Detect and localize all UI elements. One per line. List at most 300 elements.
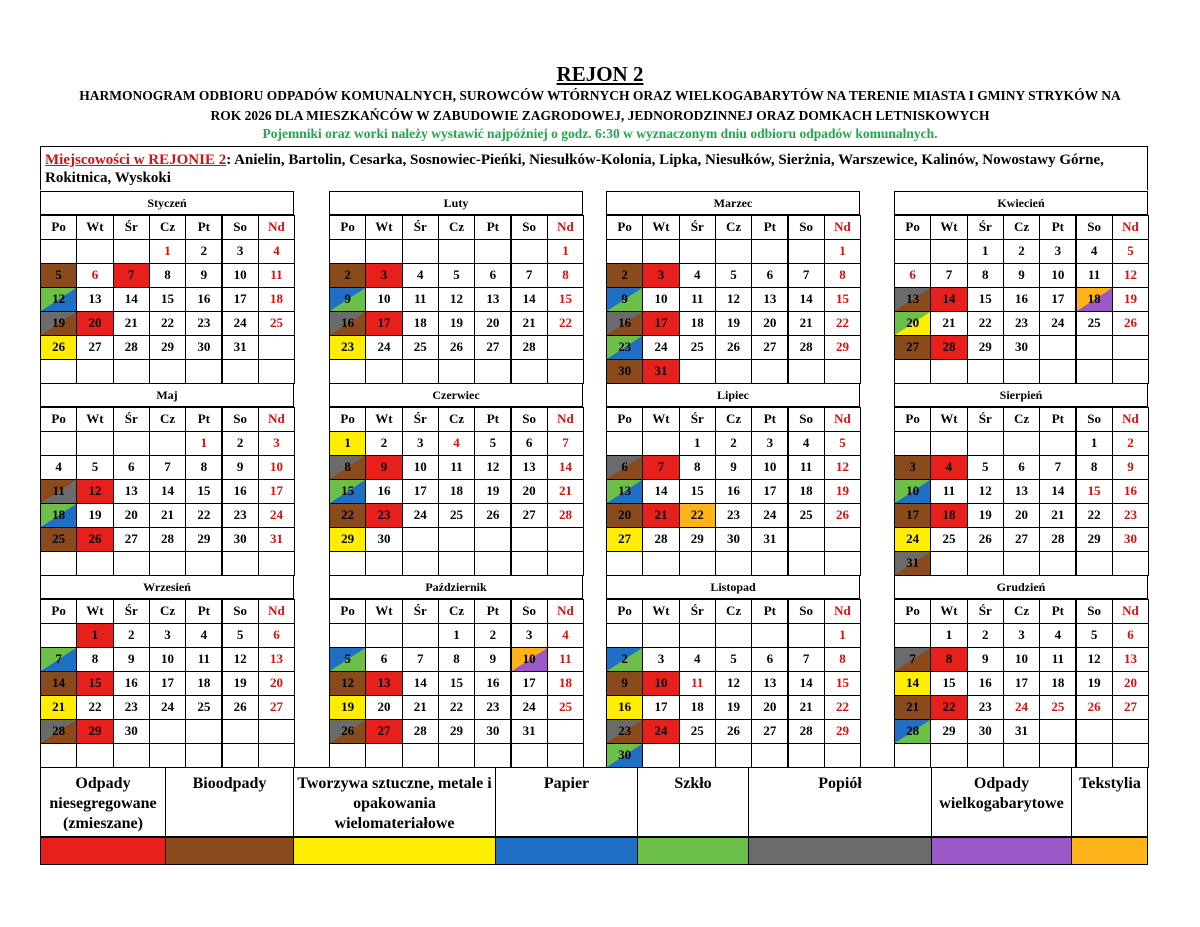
day-cell: 26 — [40, 335, 77, 360]
day-cell: 24 — [751, 503, 788, 528]
day-cell: 13 — [258, 647, 295, 672]
empty-cell — [402, 359, 439, 384]
day-cell: 27 — [894, 335, 931, 360]
day-cell: 13 — [474, 287, 511, 312]
day-cell: 30 — [967, 719, 1004, 744]
day-cell: 8 — [76, 647, 113, 672]
month-title: Wrzesień — [40, 575, 294, 599]
weekday-header: Śr — [679, 599, 716, 624]
day-cell: 10 — [222, 263, 259, 288]
empty-cell — [438, 551, 475, 576]
day-cell: 10 — [642, 287, 679, 312]
weekday-header: Nd — [824, 215, 861, 240]
empty-cell — [329, 623, 366, 648]
day-cell: 17 — [258, 479, 295, 504]
empty-cell — [930, 551, 967, 576]
weekday-header: Wt — [76, 407, 113, 432]
weekday-header: So — [1076, 215, 1113, 240]
empty-cell — [679, 551, 716, 576]
day-cell: 23 — [606, 719, 643, 744]
day-cell: 19 — [222, 671, 259, 696]
weekday-header: Pt — [751, 599, 788, 624]
day-cell: 7 — [788, 647, 825, 672]
empty-cell — [40, 239, 77, 264]
day-cell: 7 — [1039, 455, 1076, 480]
day-cell: 2 — [606, 647, 643, 672]
empty-cell — [824, 527, 861, 552]
empty-cell — [113, 743, 150, 768]
day-cell: 9 — [474, 647, 511, 672]
day-cell: 29 — [679, 527, 716, 552]
day-cell: 4 — [258, 239, 295, 264]
empty-cell — [547, 527, 584, 552]
day-cell: 13 — [365, 671, 402, 696]
day-cell: 29 — [1076, 527, 1113, 552]
empty-cell — [751, 359, 788, 384]
day-cell: 25 — [930, 527, 967, 552]
day-cell: 26 — [76, 527, 113, 552]
empty-cell — [547, 335, 584, 360]
day-cell: 29 — [824, 335, 861, 360]
empty-cell — [547, 359, 584, 384]
empty-cell — [365, 551, 402, 576]
day-cell: 17 — [511, 671, 548, 696]
weekday-header: Wt — [76, 215, 113, 240]
empty-cell — [1076, 359, 1113, 384]
day-cell: 30 — [606, 743, 643, 768]
notice-text: Pojemniki oraz worki należy wystawić najpóźniej o godz. 6:30 w wyznaczonym dniu odbioru odpadów komunalnych. — [262, 126, 938, 141]
day-cell: 25 — [679, 335, 716, 360]
day-cell: 10 — [751, 455, 788, 480]
day-cell: 18 — [679, 695, 716, 720]
empty-cell — [511, 239, 548, 264]
empty-cell — [76, 743, 113, 768]
day-cell: 16 — [715, 479, 752, 504]
empty-cell — [40, 743, 77, 768]
weekday-header: Cz — [1003, 407, 1040, 432]
day-cell: 9 — [606, 287, 643, 312]
empty-cell — [1003, 743, 1040, 768]
day-cell: 10 — [894, 479, 931, 504]
day-cell: 20 — [894, 311, 931, 336]
day-cell: 27 — [1003, 527, 1040, 552]
day-cell: 24 — [511, 695, 548, 720]
day-cell: 17 — [1039, 287, 1076, 312]
day-cell: 2 — [113, 623, 150, 648]
empty-cell — [329, 239, 366, 264]
day-cell: 22 — [438, 695, 475, 720]
day-cell: 30 — [1112, 527, 1149, 552]
empty-cell — [1039, 359, 1076, 384]
day-cell: 14 — [930, 287, 967, 312]
day-cell: 25 — [258, 311, 295, 336]
day-cell: 17 — [642, 311, 679, 336]
day-cell: 1 — [824, 239, 861, 264]
day-cell: 22 — [149, 311, 186, 336]
day-cell: 15 — [329, 479, 366, 504]
empty-cell — [751, 551, 788, 576]
weekday-header: Wt — [930, 407, 967, 432]
day-cell: 15 — [824, 287, 861, 312]
weekday-header: So — [788, 599, 825, 624]
weekday-header: Nd — [1112, 407, 1149, 432]
empty-cell — [402, 623, 439, 648]
weekday-header: Nd — [1112, 215, 1149, 240]
day-cell: 12 — [967, 479, 1004, 504]
day-cell: 23 — [365, 503, 402, 528]
day-cell: 14 — [642, 479, 679, 504]
day-cell: 27 — [751, 719, 788, 744]
empty-cell — [76, 359, 113, 384]
empty-cell — [1039, 551, 1076, 576]
day-cell: 14 — [40, 671, 77, 696]
day-cell: 18 — [679, 311, 716, 336]
day-cell: 11 — [402, 287, 439, 312]
empty-cell — [751, 743, 788, 768]
empty-cell — [679, 623, 716, 648]
empty-cell — [751, 623, 788, 648]
day-cell: 18 — [1076, 287, 1113, 312]
day-cell: 8 — [679, 455, 716, 480]
day-cell: 2 — [329, 263, 366, 288]
day-cell: 26 — [824, 503, 861, 528]
weekday-header: So — [788, 407, 825, 432]
day-cell: 22 — [679, 503, 716, 528]
weekday-header: Cz — [149, 599, 186, 624]
weekday-header: Po — [40, 215, 77, 240]
empty-cell — [894, 743, 931, 768]
weekday-header: So — [788, 215, 825, 240]
empty-cell — [185, 719, 222, 744]
day-cell: 5 — [715, 263, 752, 288]
day-cell: 13 — [511, 455, 548, 480]
day-cell: 5 — [1112, 239, 1149, 264]
subtitle-line-1: HARMONOGRAM ODBIORU ODPADÓW KOMUNALNYCH, SUROWCÓW WTÓRNYCH ORAZ WIELKOGABARYTÓW NA TERENIE MIASTA I GMINY STRYKÓW NA — [79, 88, 1121, 103]
weekday-header: Pt — [751, 407, 788, 432]
day-cell: 15 — [76, 671, 113, 696]
day-cell: 23 — [185, 311, 222, 336]
weekday-header: Wt — [76, 599, 113, 624]
day-cell: 3 — [149, 623, 186, 648]
day-cell: 14 — [894, 671, 931, 696]
day-cell: 25 — [438, 503, 475, 528]
day-cell: 20 — [606, 503, 643, 528]
day-cell: 17 — [149, 671, 186, 696]
empty-cell — [1076, 719, 1113, 744]
weekday-header: Cz — [715, 407, 752, 432]
day-cell: 4 — [1076, 239, 1113, 264]
weekday-header: Śr — [113, 407, 150, 432]
day-cell: 24 — [642, 719, 679, 744]
weekday-header: So — [511, 407, 548, 432]
day-cell: 14 — [511, 287, 548, 312]
weekday-header: So — [1076, 599, 1113, 624]
day-cell: 11 — [679, 287, 716, 312]
day-cell: 8 — [547, 263, 584, 288]
empty-cell — [788, 527, 825, 552]
empty-cell — [824, 743, 861, 768]
day-cell: 8 — [149, 263, 186, 288]
region-title: REJON 2 — [556, 62, 644, 86]
day-cell: 19 — [329, 695, 366, 720]
legend-swatch-blue — [495, 837, 637, 865]
empty-cell — [438, 743, 475, 768]
empty-cell — [1003, 431, 1040, 456]
day-cell: 28 — [149, 527, 186, 552]
weekday-header: Pt — [474, 599, 511, 624]
day-cell: 11 — [930, 479, 967, 504]
day-cell: 14 — [1039, 479, 1076, 504]
weekday-header: Wt — [642, 407, 679, 432]
weekday-header: Cz — [149, 407, 186, 432]
weekday-header: Śr — [967, 215, 1004, 240]
day-cell: 7 — [894, 647, 931, 672]
day-cell: 22 — [547, 311, 584, 336]
day-cell: 18 — [258, 287, 295, 312]
legend-swatch-purple — [931, 837, 1071, 865]
day-cell: 1 — [930, 623, 967, 648]
day-cell: 21 — [511, 311, 548, 336]
day-cell: 29 — [329, 527, 366, 552]
day-cell: 13 — [1003, 479, 1040, 504]
day-cell: 14 — [788, 671, 825, 696]
empty-cell — [788, 359, 825, 384]
empty-cell — [1112, 359, 1149, 384]
day-cell: 20 — [1003, 503, 1040, 528]
weekday-header: Cz — [715, 215, 752, 240]
empty-cell — [894, 431, 931, 456]
day-cell: 25 — [679, 719, 716, 744]
empty-cell — [258, 719, 295, 744]
empty-cell — [788, 743, 825, 768]
empty-cell — [474, 239, 511, 264]
day-cell: 3 — [258, 431, 295, 456]
day-cell: 31 — [511, 719, 548, 744]
day-cell: 24 — [149, 695, 186, 720]
empty-cell — [113, 359, 150, 384]
day-cell: 26 — [474, 503, 511, 528]
day-cell: 27 — [606, 527, 643, 552]
empty-cell — [967, 359, 1004, 384]
empty-cell — [606, 431, 643, 456]
day-cell: 29 — [149, 335, 186, 360]
empty-cell — [788, 239, 825, 264]
legend-swatch-red — [40, 837, 165, 865]
weekday-header: Po — [894, 407, 931, 432]
empty-cell — [967, 743, 1004, 768]
day-cell: 17 — [642, 695, 679, 720]
day-cell: 19 — [438, 311, 475, 336]
day-cell: 25 — [402, 335, 439, 360]
day-cell: 23 — [715, 503, 752, 528]
legend-label: Tekstylia — [1071, 767, 1148, 837]
weekday-header: Pt — [474, 215, 511, 240]
day-cell: 27 — [365, 719, 402, 744]
day-cell: 1 — [967, 239, 1004, 264]
day-cell: 8 — [824, 647, 861, 672]
legend-label: Popiół — [748, 767, 931, 837]
day-cell: 12 — [40, 287, 77, 312]
day-cell: 16 — [329, 311, 366, 336]
weekday-header: Po — [894, 599, 931, 624]
day-cell: 9 — [606, 671, 643, 696]
day-cell: 29 — [76, 719, 113, 744]
empty-cell — [329, 743, 366, 768]
day-cell: 4 — [679, 647, 716, 672]
day-cell: 5 — [1076, 623, 1113, 648]
day-cell: 6 — [511, 431, 548, 456]
weekday-header: Po — [329, 599, 366, 624]
day-cell: 23 — [1112, 503, 1149, 528]
day-cell: 12 — [1076, 647, 1113, 672]
empty-cell — [76, 239, 113, 264]
day-cell: 20 — [1112, 671, 1149, 696]
empty-cell — [76, 551, 113, 576]
day-cell: 27 — [751, 335, 788, 360]
empty-cell — [222, 719, 259, 744]
day-cell: 12 — [438, 287, 475, 312]
weekday-header: Pt — [185, 599, 222, 624]
day-cell: 26 — [715, 335, 752, 360]
day-cell: 8 — [1076, 455, 1113, 480]
day-cell: 6 — [76, 263, 113, 288]
day-cell: 5 — [967, 455, 1004, 480]
day-cell: 25 — [1039, 695, 1076, 720]
empty-cell — [511, 359, 548, 384]
day-cell: 4 — [547, 623, 584, 648]
empty-cell — [149, 743, 186, 768]
day-cell: 1 — [329, 431, 366, 456]
day-cell: 16 — [474, 671, 511, 696]
weekday-header: Nd — [547, 599, 584, 624]
day-cell: 3 — [1003, 623, 1040, 648]
day-cell: 19 — [824, 479, 861, 504]
empty-cell — [149, 431, 186, 456]
day-cell: 30 — [715, 527, 752, 552]
waste-legend — [40, 767, 1148, 865]
weekday-header: Wt — [365, 215, 402, 240]
day-cell: 6 — [474, 263, 511, 288]
day-cell: 19 — [967, 503, 1004, 528]
empty-cell — [1039, 431, 1076, 456]
day-cell: 4 — [788, 431, 825, 456]
day-cell: 18 — [402, 311, 439, 336]
day-cell: 23 — [474, 695, 511, 720]
day-cell: 17 — [1003, 671, 1040, 696]
day-cell: 19 — [76, 503, 113, 528]
empty-cell — [113, 551, 150, 576]
day-cell: 4 — [679, 263, 716, 288]
empty-cell — [402, 743, 439, 768]
day-cell: 9 — [1003, 263, 1040, 288]
month-title: Marzec — [606, 191, 860, 215]
day-cell: 13 — [113, 479, 150, 504]
day-cell: 17 — [365, 311, 402, 336]
empty-cell — [715, 359, 752, 384]
day-cell: 18 — [930, 503, 967, 528]
day-cell: 3 — [642, 263, 679, 288]
day-cell: 18 — [1039, 671, 1076, 696]
weekday-header: Cz — [438, 215, 475, 240]
day-cell: 8 — [824, 263, 861, 288]
empty-cell — [40, 359, 77, 384]
weekday-header: So — [1076, 407, 1113, 432]
day-cell: 23 — [1003, 311, 1040, 336]
day-cell: 11 — [258, 263, 295, 288]
day-cell: 27 — [258, 695, 295, 720]
weekday-header: Po — [40, 407, 77, 432]
day-cell: 24 — [894, 527, 931, 552]
weekday-header: Śr — [402, 599, 439, 624]
month-title: Kwiecień — [894, 191, 1148, 215]
day-cell: 12 — [715, 671, 752, 696]
day-cell: 1 — [76, 623, 113, 648]
empty-cell — [149, 359, 186, 384]
day-cell: 16 — [606, 695, 643, 720]
day-cell: 31 — [642, 359, 679, 384]
empty-cell — [76, 431, 113, 456]
day-cell: 23 — [222, 503, 259, 528]
empty-cell — [547, 743, 584, 768]
weekday-header: Cz — [149, 215, 186, 240]
day-cell: 16 — [365, 479, 402, 504]
day-cell: 13 — [606, 479, 643, 504]
day-cell: 30 — [185, 335, 222, 360]
empty-cell — [894, 623, 931, 648]
day-cell: 21 — [642, 503, 679, 528]
empty-cell — [930, 359, 967, 384]
day-cell: 6 — [258, 623, 295, 648]
empty-cell — [185, 743, 222, 768]
empty-cell — [1112, 551, 1149, 576]
day-cell: 7 — [788, 263, 825, 288]
empty-cell — [40, 551, 77, 576]
day-cell: 3 — [365, 263, 402, 288]
weekday-header: Cz — [715, 599, 752, 624]
day-cell: 17 — [222, 287, 259, 312]
day-cell: 26 — [715, 719, 752, 744]
legend-swatch-orange — [1071, 837, 1148, 865]
day-cell: 1 — [438, 623, 475, 648]
day-cell: 14 — [402, 671, 439, 696]
day-cell: 18 — [438, 479, 475, 504]
day-cell: 6 — [1003, 455, 1040, 480]
weekday-header: Cz — [1003, 215, 1040, 240]
day-cell: 8 — [930, 647, 967, 672]
day-cell: 15 — [149, 287, 186, 312]
day-cell: 10 — [1003, 647, 1040, 672]
day-cell: 20 — [474, 311, 511, 336]
day-cell: 17 — [894, 503, 931, 528]
day-cell: 5 — [329, 647, 366, 672]
day-cell: 26 — [222, 695, 259, 720]
empty-cell — [642, 431, 679, 456]
empty-cell — [365, 623, 402, 648]
day-cell: 29 — [967, 335, 1004, 360]
day-cell: 3 — [642, 647, 679, 672]
weekday-header: Nd — [824, 599, 861, 624]
weekday-header: Wt — [365, 407, 402, 432]
day-cell: 9 — [365, 455, 402, 480]
weekday-header: So — [222, 407, 259, 432]
empty-cell — [149, 551, 186, 576]
empty-cell — [40, 623, 77, 648]
day-cell: 14 — [149, 479, 186, 504]
day-cell: 21 — [113, 311, 150, 336]
day-cell: 11 — [185, 647, 222, 672]
weekday-header: Nd — [258, 407, 295, 432]
weekday-header: Śr — [113, 215, 150, 240]
